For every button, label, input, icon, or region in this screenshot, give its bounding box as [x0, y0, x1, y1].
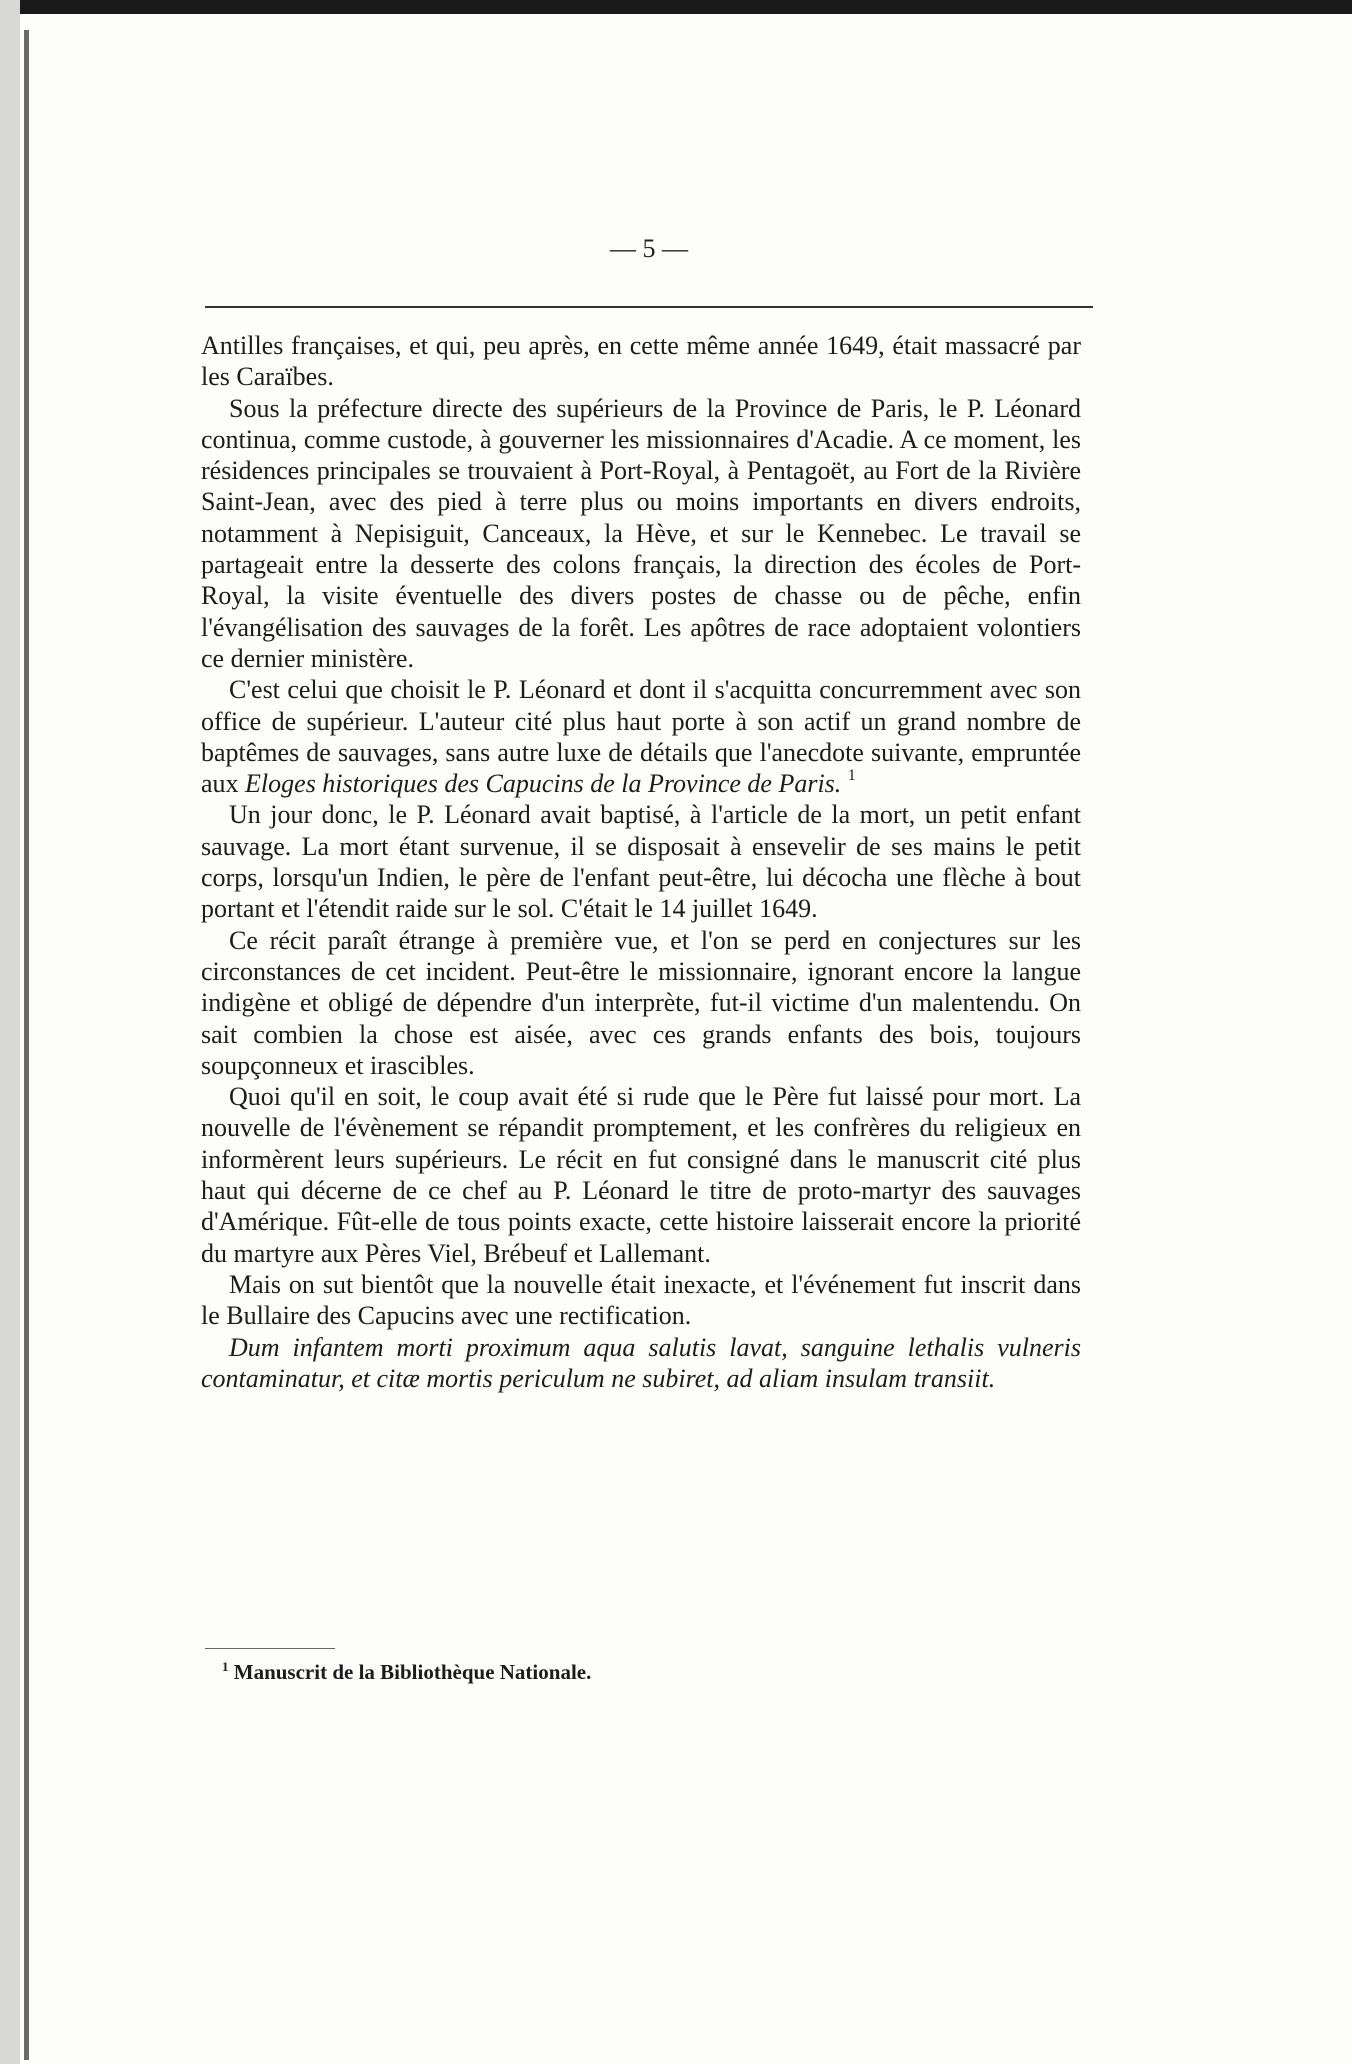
footnote-text: Manuscrit de la Bibliothèque Nationale.: [233, 1660, 592, 1684]
paragraph-3: [201, 674, 1081, 799]
paragraph-3-text: C'est celui que choisit le P. Léonard et dont il s'acquitta concurremment avec son office de supérieur. L'auteur cité plus haut porte à son actif un grand nombre de baptêmes de sauvages, sans autre luxe de détails que l'anecdote suivante, empruntée aux: [201, 675, 1081, 799]
paragraph-4: Un jour donc, le P. Léonard avait baptisé, à l'article de la mort, un petit enfant sauvage. La mort étant survenue, il se disposait à ensevelir de ses mains le petit corps, lorsqu'un Indien, le père de l'enfant peut-être, lui décocha une flèche à bout portant et l'étendit raide sur le sol. C'était le 14 juillet 1649.: [201, 800, 1081, 924]
body-text: [201, 330, 1081, 1394]
paragraph-7: Mais on sut bientôt que la nouvelle était inexacte, et l'événement fut inscrit dans le Bullaire des Capucins avec une rectification.: [201, 1269, 1081, 1331]
footnote-rule: [205, 1648, 335, 1649]
paragraph-5: Ce récit paraît étrange à première vue, et l'on se perd en conjectures sur les circonstances de cet incident. Peut-être le missionnaire, ignorant encore la langue indigène et obligé de dépendre d'un interprète, fut-il victime d'un malentendu. On sait combien la chose est aisée, avec ces grands enfants des bois, toujours soupçonneux et irascibles.: [201, 925, 1081, 1080]
footnote-mark: 1: [222, 1659, 229, 1674]
paragraph-2: Sous la préfecture directe des supérieurs de la Province de Paris, le P. Léonard continua, comme custode, à gouverner les missionnaires d'Acadie. A ce moment, les résidences principales se trouvaient à Port-Royal, à Pentagoët, au Fort de la Rivière Saint-Jean, avec des pied à terre plus ou moins importants en divers endroits, notamment à Nepisiguit, Canceaux, la Hève, et sur le Kennebec. Le travail se partageait entre la desserte des colons français, la direction des écoles de Port-Royal, la visite éventuelle des divers postes de chasse ou de pêche, enfin l'évangélisation des sauvages de la forêt. Les apôtres de race adoptaient volontiers ce dernier ministère.: [201, 393, 1081, 673]
header-rule: [205, 306, 1093, 308]
paragraph-8-latin: Dum infantem morti proximum aqua salutis lavat, sanguine lethalis vulneris contaminatur, et citæ mortis periculum ne subiret, ad aliam insulam transiit.: [201, 1332, 1081, 1393]
footnote: [222, 1660, 1072, 1685]
paragraph-6: Quoi qu'il en soit, le coup avait été si rude que le Père fut laissé pour mort. La nouvelle de l'évènement se répandit promptement, et les confrères du religieux en informèrent leurs supérieurs. Le récit en fut consigné dans le manuscrit cité plus haut qui décerne de ce chef au P. Léonard le titre de proto-martyr des sauvages d'Amérique. Fût-elle de tous points exacte, cette histoire laisserait encore la priorité du martyre aux Pères Viel, Brébeuf et Lallemant.: [201, 1082, 1081, 1268]
page-number: — 5 —: [610, 234, 688, 263]
paragraph-3-title: Eloges historiques des Capucins de la Province de Paris.: [245, 769, 842, 799]
footnote-ref: 1: [847, 767, 856, 785]
scan-binding-edge: [0, 0, 20, 2064]
scan-binding-line: [24, 30, 29, 2060]
scan-top-edge: [0, 0, 1352, 14]
paragraph-1: Antilles françaises, et qui, peu après, en cette même année 1649, était massacré par les Caraïbes.: [201, 331, 1081, 392]
